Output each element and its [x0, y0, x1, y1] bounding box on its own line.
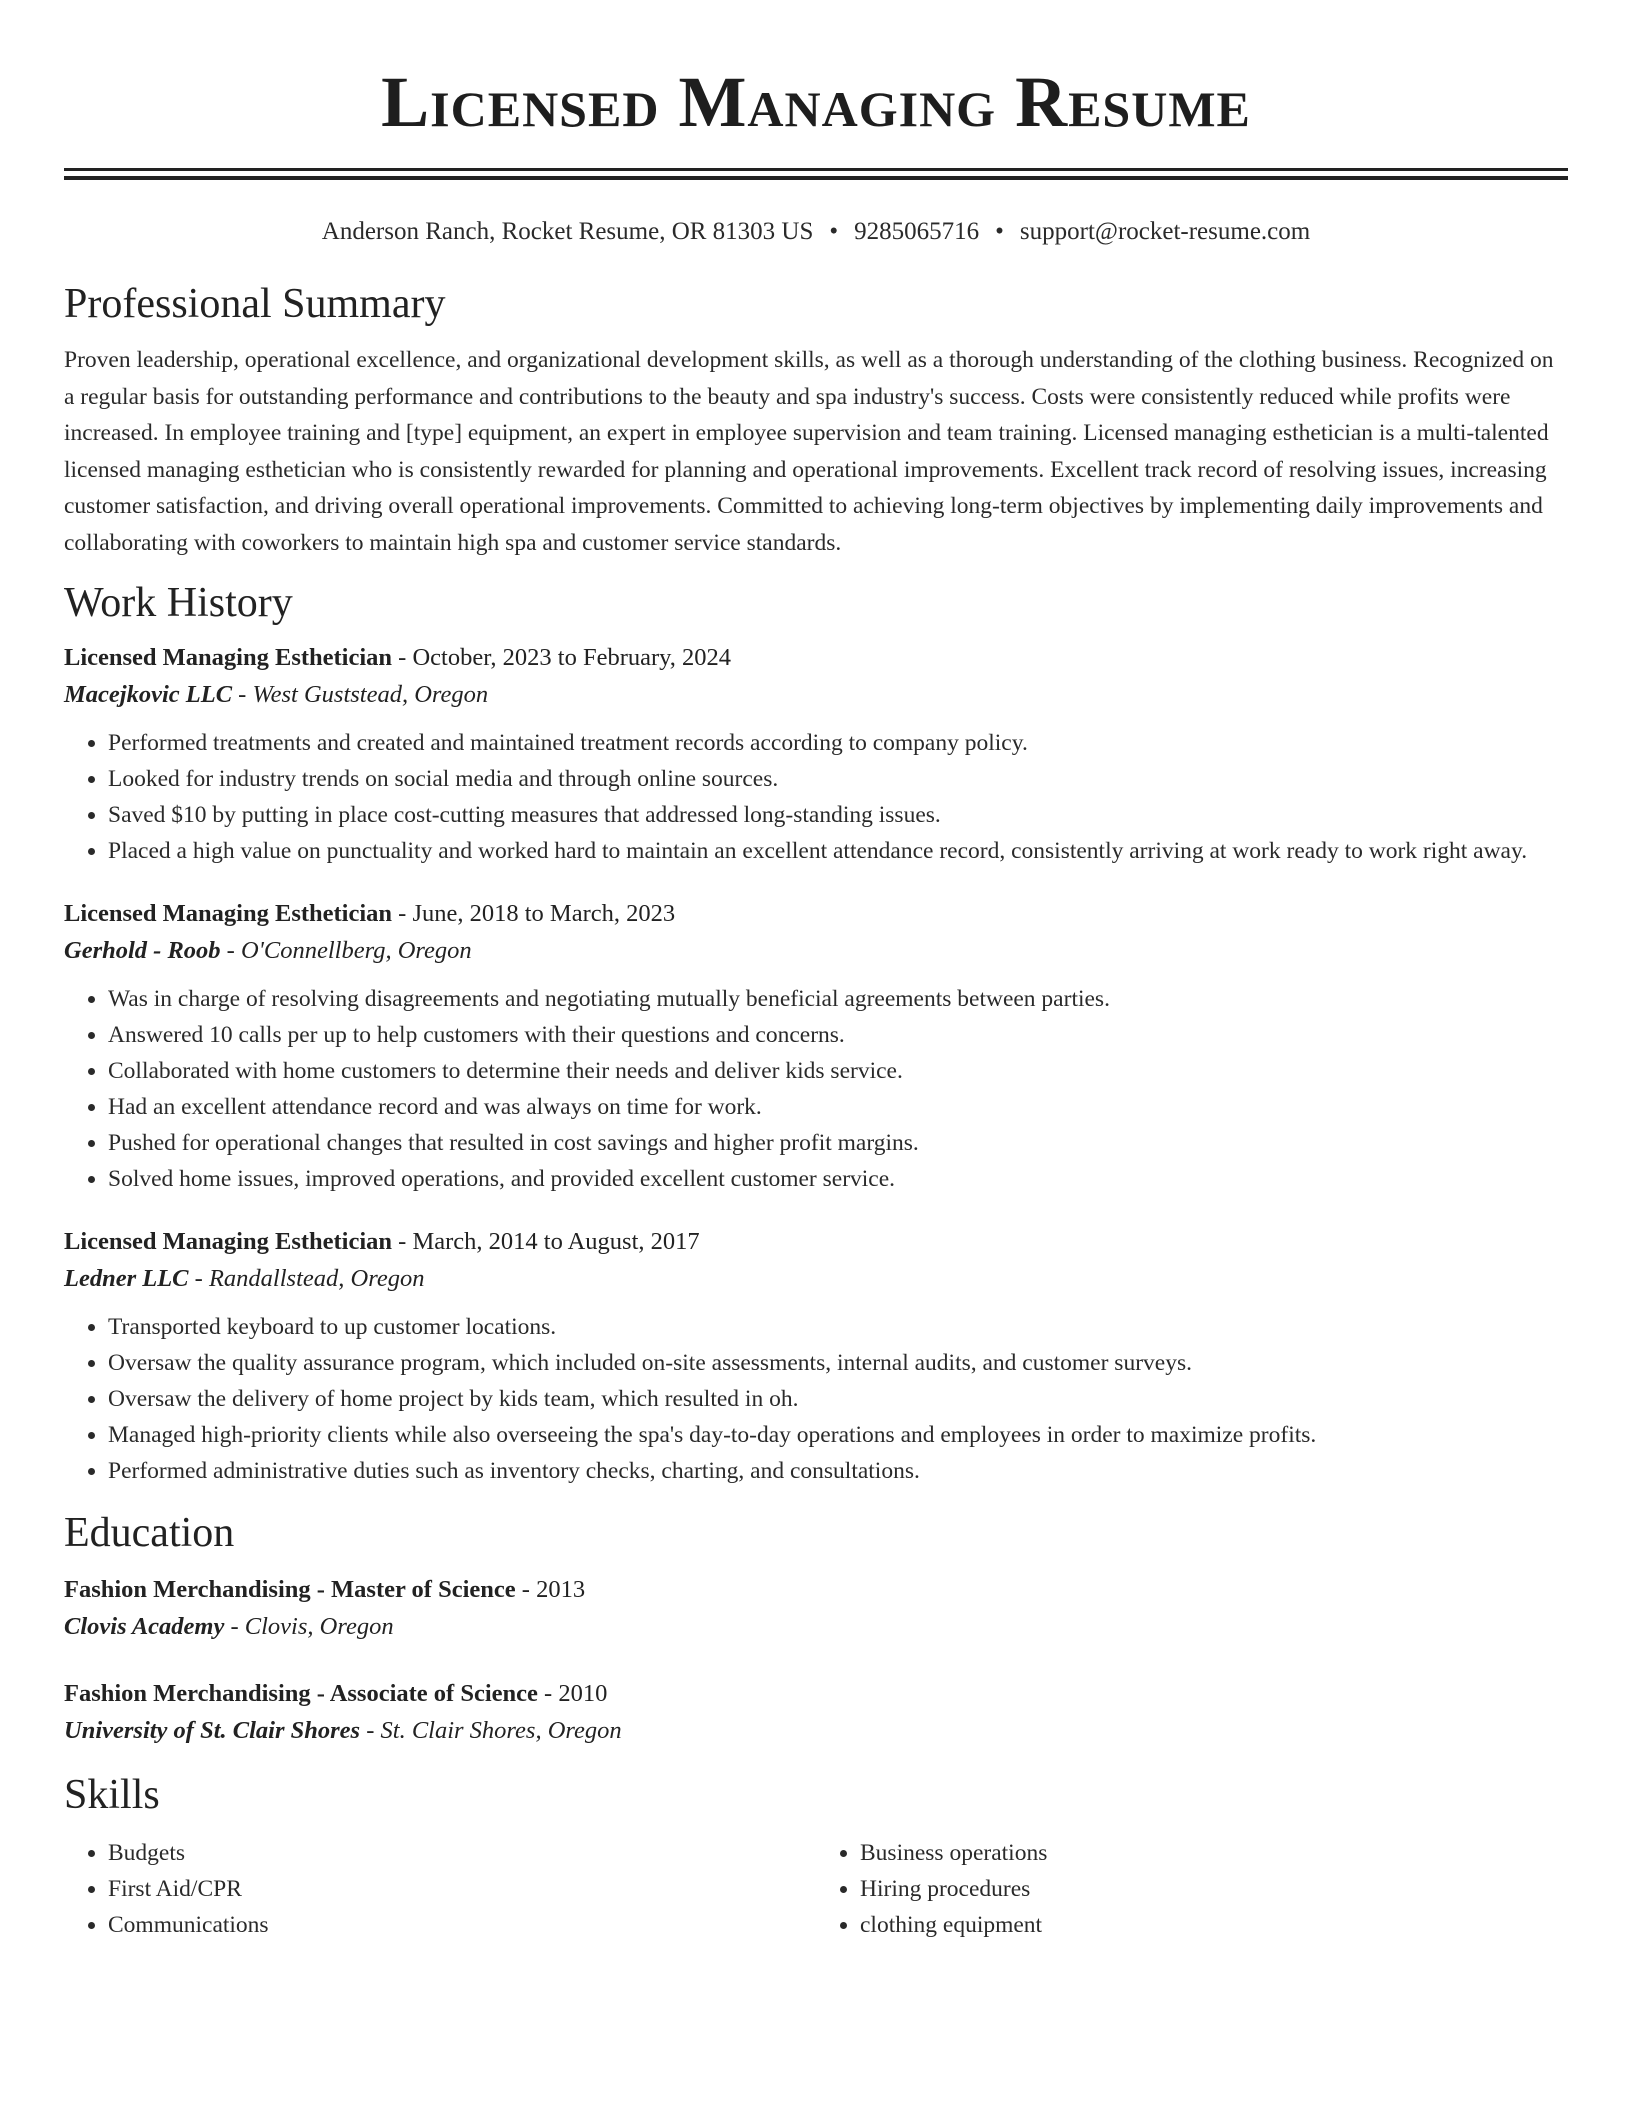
school-line	[64, 1714, 1568, 1747]
degree: Fashion Merchandising - Master of Science	[64, 1576, 516, 1603]
skill-item: • Hiring procedures	[860, 1871, 1568, 1907]
list-item: • Had an excellent attendance record and was always on time for work.	[108, 1089, 1568, 1125]
contact-line	[64, 216, 1568, 248]
list-item: • Placed a high value on punctuality and worked hard to maintain an excellent attendance record, consistently arriving at work ready to work right away.	[108, 833, 1568, 869]
dash: -	[232, 681, 253, 708]
school: Clovis Academy	[64, 1613, 225, 1640]
list-item: • Performed treatments and created and maintained treatment records according to company policy.	[108, 725, 1568, 761]
job-dates: October, 2023 to February, 2024	[412, 644, 732, 671]
contact-address: Anderson Ranch, Rocket Resume, OR 81303 US	[321, 218, 814, 245]
skills-columns	[64, 1835, 1568, 1943]
dash: -	[360, 1717, 381, 1744]
education-heading: Education	[64, 1510, 235, 1556]
contact-phone: 9285065716	[854, 218, 980, 245]
degree-line	[64, 1677, 1568, 1710]
skill-item: • First Aid/CPR	[108, 1871, 816, 1907]
job-dates: June, 2018 to March, 2023	[412, 900, 676, 927]
degree-year: 2010	[558, 1680, 608, 1707]
list-item: • Collaborated with home customers to determine their needs and deliver kids service.	[108, 1053, 1568, 1089]
job-title: Licensed Managing Esthetician	[64, 644, 393, 671]
contact-email: support@rocket-resume.com	[1019, 218, 1311, 245]
job-location: Randallstead, Oregon	[208, 1265, 425, 1292]
job-title: Licensed Managing Esthetician	[64, 1228, 393, 1255]
degree-year: 2013	[536, 1576, 586, 1603]
list-item: • Oversaw the delivery of home project by kids team, which resulted in oh.	[108, 1381, 1568, 1417]
skill-item: • Communications	[108, 1907, 816, 1943]
contact-separator: •	[995, 218, 1004, 245]
skills-list-left	[64, 1835, 816, 1943]
summary-text: Proven leadership, operational excellence, and organizational development skills, as well as a thorough understanding of the clothing business. Recognized on a regular basis for outstanding performance and contributions to the beauty and spa industry's success. Costs were consistently reduced while profits were increased. In employee training and [type] equipment, an expert in employee supervision and team training. Licensed managing esthetician is a multi-talented licensed managing esthetician who is consistently rewarded for planning and operational improvements. Excellent track record of resolving issues, increasing customer satisfaction, and driving overall operational improvements. Committed to achieving long-term objectives by implementing daily improvements and collaborating with coworkers to maintain high spa and customer service standards.	[64, 347, 1554, 556]
education-entry	[64, 1677, 1568, 1747]
skill-item: • Business operations	[860, 1835, 1568, 1871]
dash: -	[392, 644, 413, 671]
skills-heading: Skills	[64, 1772, 160, 1818]
job-title-line	[64, 1225, 1568, 1258]
degree: Fashion Merchandising - Associate of Science	[64, 1680, 538, 1707]
job-company: Macejkovic LLC	[64, 681, 233, 708]
job-company-line	[64, 1262, 1568, 1295]
school-line	[64, 1610, 1568, 1643]
list-item: • Saved $10 by putting in place cost-cutting measures that addressed long-standing issues.	[108, 797, 1568, 833]
list-item: • Transported keyboard to up customer locations.	[108, 1309, 1568, 1345]
list-item: • Solved home issues, improved operations, and provided excellent customer service.	[108, 1161, 1568, 1197]
summary-heading: Professional Summary	[64, 281, 446, 327]
list-item: • Pushed for operational changes that resulted in cost savings and higher profit margins.	[108, 1125, 1568, 1161]
degree-line	[64, 1573, 1568, 1606]
job-location: O'Connellberg, Oregon	[240, 937, 472, 964]
job-bullets	[64, 1309, 1568, 1489]
job-dates: March, 2014 to August, 2017	[412, 1228, 700, 1255]
dash: -	[188, 1265, 209, 1292]
job-company-line	[64, 934, 1568, 967]
job-bullets	[64, 981, 1568, 1197]
job-location: West Guststead, Oregon	[252, 681, 489, 708]
dash: -	[515, 1576, 537, 1603]
work-history-heading: Work History	[64, 580, 293, 626]
job-company-line	[64, 678, 1568, 711]
job-company: Ledner LLC	[64, 1265, 189, 1292]
school-location: St. Clair Shores, Oregon	[380, 1717, 622, 1744]
dash: -	[537, 1680, 559, 1707]
title-double-rule	[64, 168, 1568, 180]
education-entry	[64, 1573, 1568, 1643]
job-bullets	[64, 725, 1568, 869]
dash: -	[224, 1613, 245, 1640]
job-entry	[64, 897, 1568, 1197]
school: University of St. Clair Shores	[64, 1717, 361, 1744]
job-entry	[64, 1225, 1568, 1489]
list-item: • Performed administrative duties such as inventory checks, charting, and consultations.	[108, 1453, 1568, 1489]
dash: -	[392, 1228, 413, 1255]
list-item: • Managed high-priority clients while also overseeing the spa's day-to-day operations and employees in order to maximize profits.	[108, 1417, 1568, 1453]
dash: -	[220, 937, 241, 964]
skill-item: • Budgets	[108, 1835, 816, 1871]
list-item: • Was in charge of resolving disagreements and negotiating mutually beneficial agreements between parties.	[108, 981, 1568, 1017]
resume-title: Licensed Managing Resume	[381, 62, 1251, 142]
job-title-line	[64, 641, 1568, 674]
skills-list-right	[816, 1835, 1568, 1943]
job-entry	[64, 641, 1568, 869]
job-title: Licensed Managing Esthetician	[64, 900, 393, 927]
school-location: Clovis, Oregon	[244, 1613, 394, 1640]
job-title-line	[64, 897, 1568, 930]
contact-separator: •	[829, 218, 839, 245]
dash: -	[392, 900, 413, 927]
job-company: Gerhold - Roob	[64, 937, 221, 964]
list-item: • Looked for industry trends on social media and through online sources.	[108, 761, 1568, 797]
list-item: • Oversaw the quality assurance program, which included on-site assessments, internal audits, and customer surveys.	[108, 1345, 1568, 1381]
list-item: • Answered 10 calls per up to help customers with their questions and concerns.	[108, 1017, 1568, 1053]
skill-item: • clothing equipment	[860, 1907, 1568, 1943]
